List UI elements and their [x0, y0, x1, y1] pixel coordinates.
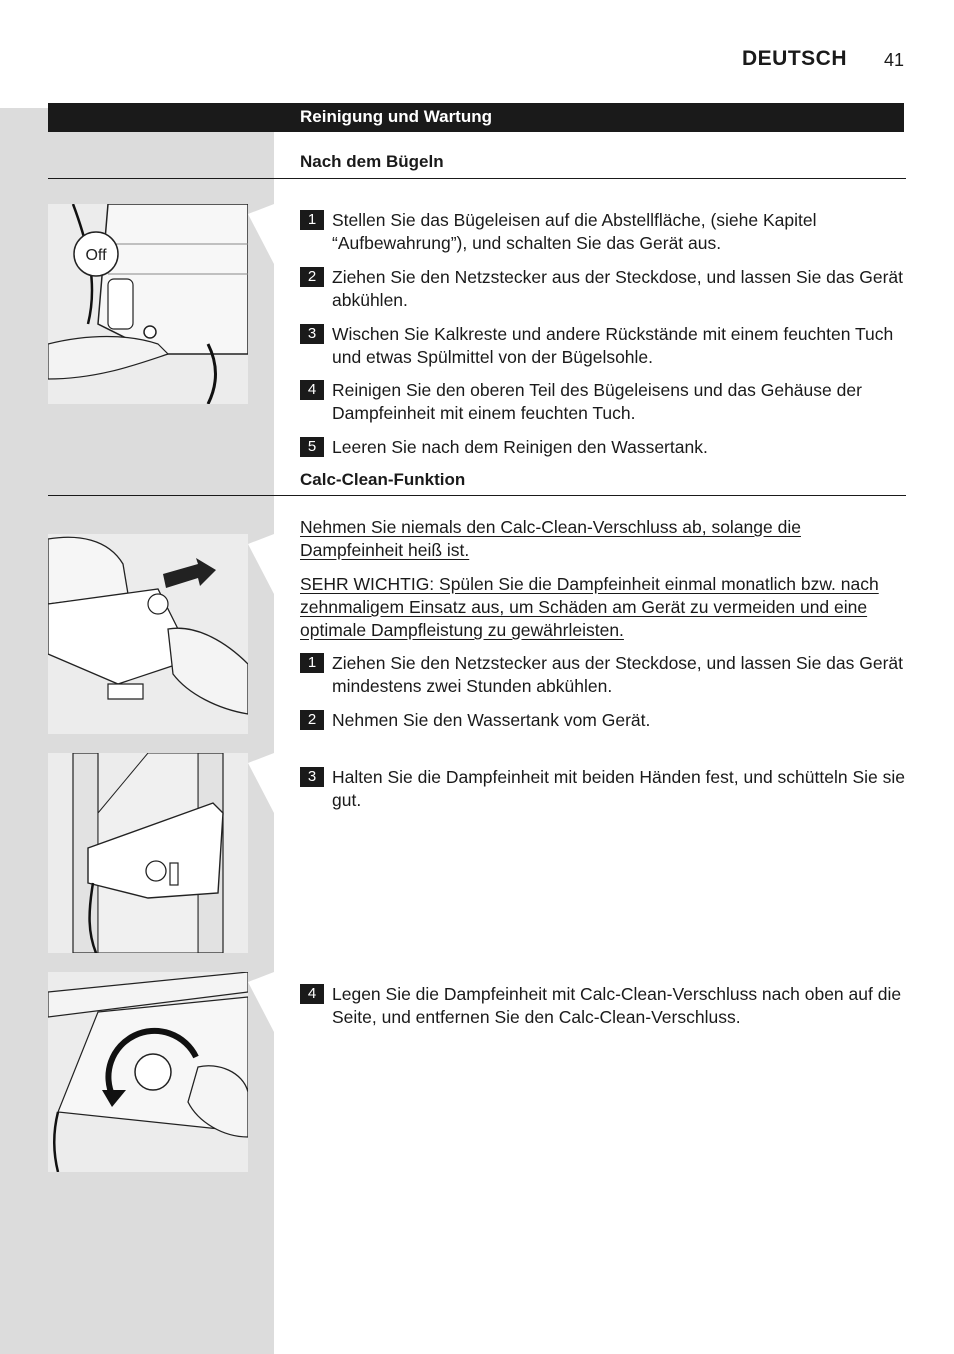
divider	[48, 495, 906, 496]
shake-steam-unit-illustration	[48, 753, 248, 953]
illustration-pointer	[248, 972, 274, 1032]
remove-water-tank-illustration	[48, 534, 248, 734]
illustration-shake-unit	[48, 753, 248, 953]
warning-text: Nehmen Sie niemals den Calc-Clean-Verschluss ab, solange die Dampfeinheit heiß ist.	[300, 517, 801, 560]
iron-base-off-illustration	[48, 204, 248, 404]
list-item	[300, 209, 906, 255]
step-number: 2	[300, 267, 324, 287]
important-note	[300, 573, 906, 642]
step-number: 3	[300, 324, 324, 344]
page-number: 41	[884, 50, 905, 70]
step-text: Legen Sie die Dampfeinheit mit Calc-Clean-Verschluss nach oben auf die Seite, und entfernen Sie den Calc-Clean-Verschluss.	[332, 984, 902, 1027]
off-label: Off	[85, 247, 107, 264]
illustration-switch-off	[48, 204, 248, 404]
step-text: Nehmen Sie den Wassertank vom Gerät.	[332, 710, 651, 730]
list-item	[300, 266, 906, 312]
step-number: 3	[300, 767, 324, 787]
language-heading: DEUTSCH	[742, 47, 848, 70]
list-item	[300, 709, 906, 732]
illustration-remove-tank	[48, 534, 248, 734]
list-item	[300, 436, 906, 459]
list-item	[300, 379, 906, 425]
step-number: 4	[300, 380, 324, 400]
section-title: Reinigung und Wartung	[300, 107, 492, 126]
step-text: Ziehen Sie den Netzstecker aus der Steckdose, und lassen Sie das Gerät abkühlen.	[332, 267, 904, 310]
step-text: Wischen Sie Kalkreste und andere Rückstände mit einem feuchten Tuch und etwas Spülmittel von der Bügelsohle.	[332, 324, 894, 367]
illustration-pointer	[248, 534, 274, 594]
step-number: 1	[300, 210, 324, 230]
illustration-pointer	[248, 753, 274, 813]
step-number: 1	[300, 653, 324, 673]
step-text: Halten Sie die Dampfeinheit mit beiden Händen fest, und schütteln Sie sie gut.	[332, 767, 905, 810]
subheading-after-ironing: Nach dem Bügeln	[300, 152, 444, 171]
step-text: Reinigen Sie den oberen Teil des Bügeleisens und das Gehäuse der Dampfeinheit mit einem feuchten Tuch.	[332, 380, 862, 423]
illustration-remove-cap	[48, 972, 248, 1172]
important-text: SEHR WICHTIG: Spülen Sie die Dampfeinheit einmal monatlich bzw. nach zehnmaligem Einsatz aus, um Schäden am Gerät zu vermeiden und eine optimale Dampfleistung zu gewährleisten.	[300, 574, 879, 640]
step-text: Leeren Sie nach dem Reinigen den Wassertank.	[332, 437, 708, 457]
step-text: Ziehen Sie den Netzstecker aus der Steckdose, und lassen Sie das Gerät mindestens zwei Stunden abkühlen.	[332, 653, 904, 696]
step-number: 5	[300, 437, 324, 457]
remove-calc-clean-cap-illustration	[48, 972, 248, 1172]
warning-note	[300, 516, 906, 562]
step-number: 4	[300, 984, 324, 1004]
illustration-pointer	[248, 204, 274, 264]
list-item	[300, 652, 906, 698]
divider	[48, 178, 906, 179]
list-item	[300, 323, 906, 369]
subheading-calc-clean: Calc-Clean-Funktion	[300, 470, 466, 489]
step-text: Stellen Sie das Bügeleisen auf die Abstellfläche, (siehe Kapitel “Aufbewahrung”), und schalten Sie das Gerät aus.	[332, 210, 817, 253]
step-number: 2	[300, 710, 324, 730]
list-item	[300, 766, 906, 812]
list-item	[300, 983, 906, 1029]
